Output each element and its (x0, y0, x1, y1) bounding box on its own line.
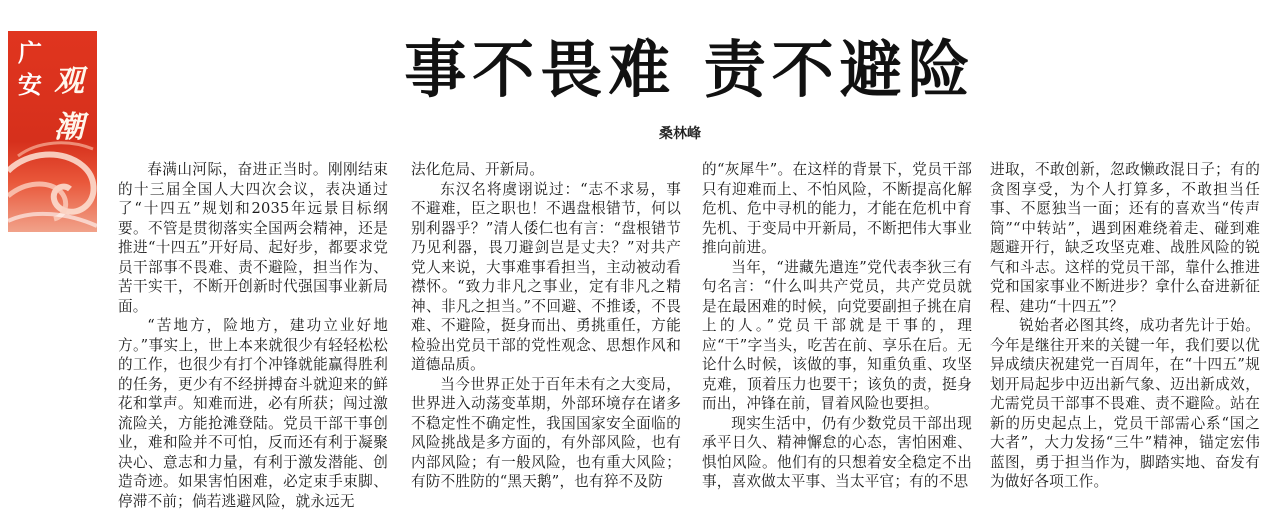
article-paragraph-continued: 法化危局、开新局。 (411, 161, 545, 178)
column-logo (8, 31, 97, 232)
article-paragraph: “苦地方，险地方，建功立业好地方。”事实上，世上本来就很少有轻轻松松的工作，也很少有打个冲锋就能赢得胜利的任务，更少有不经拼搏奋斗就迎来的鲜花和掌声。知难而进，必有所获；闯过激流险关，方能抢滩登陆。党员干部干事创业，难和险并不可怕，反而还有利于凝聚决心、意志和力量，有利于激发潜能、创造奇迹。如果害怕困难，必定束手束脚、停滞不前；倘若逃避风险，就永远无 (118, 317, 388, 510)
logo-char: 潮 (54, 110, 84, 145)
article-headline: 事不畏难 责不避险 (404, 33, 976, 106)
logo-char: 广 (18, 39, 42, 67)
article-author: 桑林峰 (659, 126, 701, 142)
article-paragraph: 现实生活中，仍有少数党员干部出现承平日久、精神懈怠的心态，害怕困难、惧怕风险。他们有的只想着安全稳定不出事，喜欢做太平事、当太平官；有的不思 (702, 414, 972, 490)
article-paragraph: 东汉名将虞诩说过：“志不求易，事不避难，臣之职也！不遇盘根错节，何以别利器乎？”清人倭仁也有言：“盘根错节乃见利器，畏刀避剑岂是丈夫？”对共产党人来说，大事难事看担当，主动被动看襟怀。“致力非凡之事业，定有非凡之精神、非凡之担当。”不回避、不推诿，不畏难、不避险，挺身而出、勇挑重任，方能检验出党员干部的党性观念、思想作风和道德品质。 (411, 180, 681, 373)
article-paragraph-continued: 进取，不敢创新，忽政懒政混日子；有的贪图享受，为个人打算多，不敢担当任事、不愿独当一面；还有的喜欢当“传声筒”“中转站”，遇到困难绕着走、碰到难题避开行，缺乏攻坚克难、战胜风险的锐气和斗志。这样的党员干部，靠什么推进党和国家事业不断进步？拿什么奋进新征程、建功“十四五”？ (990, 161, 1260, 315)
article-paragraph: 当年，“进藏先遣连”党代表李狄三有句名言：“什么叫共产党员，共产党员就是在最困难的时候，向党要副担子挑在肩上的人。”党员干部就是干事的，理应“干”字当头，吃苦在前、享乐在后。无论什么时候，该做的事，知重负重、攻坚克难，顶着压力也要干；该负的责，挺身而出，冲锋在前，冒着风险也要担。 (702, 258, 972, 412)
article-paragraph: 当今世界正处于百年未有之大变局，世界进入动荡变革期，外部环境存在诸多不稳定性不确定性，我国国家安全面临的风险挑战是多方面的，有外部风险，也有内部风险；有一般风险，也有重大风险；有防不胜防的“黑天鹅”，也有猝不及防 (411, 375, 681, 490)
article-paragraph-continued: 的“灰犀牛”。在这样的背景下，党员干部只有迎难而上、不怕风险，不断提高化解危机、危中寻机的能力，才能在危机中育先机、于变局中开新局，不断把伟大事业推向前进。 (702, 161, 972, 256)
article-paragraph: 春满山河际，奋进正当时。刚刚结束的十三届全国人大四次会议，表决通过了“十四五”规划和2035年远景目标纲要。不管是贯彻落实全国两会精神，还是推进“十四五”开好局、起好步，都要求党员干部事不畏难、责不避险，担当作为、苦干实干，不断开创新时代强国事业新局面。 (118, 161, 388, 315)
article-column-2 (411, 160, 681, 492)
logo-char: 观 (54, 64, 84, 99)
article-column-1 (118, 160, 388, 511)
logo-char: 安 (18, 71, 42, 99)
article-column-4 (990, 160, 1260, 492)
article-paragraph: 锐始者必图其终，成功者先计于始。今年是继往开来的关键一年，我们要以优异成绩庆祝建党一百周年，在“十四五”规划开局起步中迈出新气象、迈出新成效，尤需党员干部事不畏难、责不避险。站在新的历史起点上，党员干部需心系“国之大者”，大力发扬“三牛”精神，锚定宏伟蓝图，勇于担当作为，脚踏实地、奋发有为做好各项工作。 (990, 317, 1260, 490)
article-column-3 (702, 160, 972, 492)
